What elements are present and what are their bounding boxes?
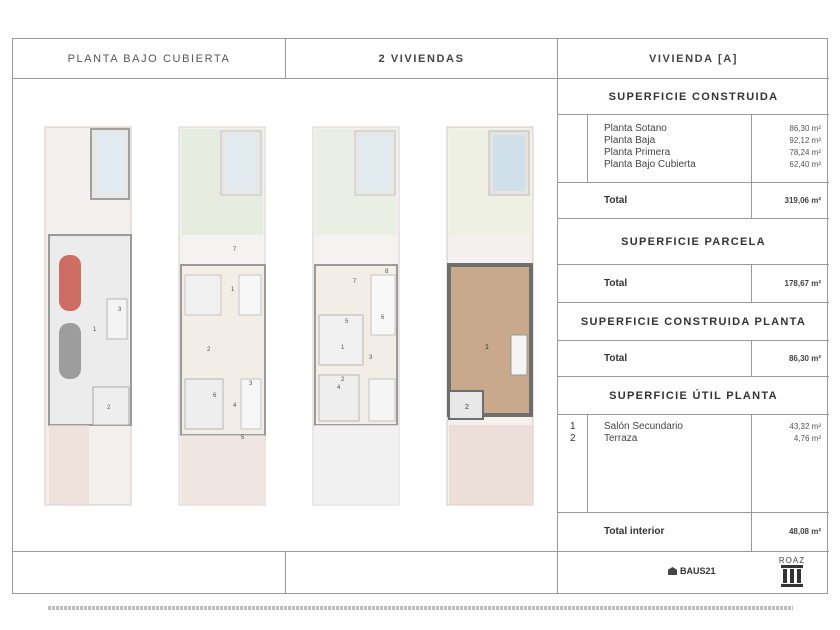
plan-first-label-6: 6 [381, 315, 385, 321]
roaz-logo-text: ROAZ [778, 556, 806, 565]
sc-item-label-4: Planta Bajo Cubierta [604, 159, 696, 170]
bau-logo-icon [668, 567, 677, 575]
fine-print-disclaimer [48, 606, 793, 610]
plan-first [313, 127, 399, 505]
su-item-label-2: Terraza [604, 433, 638, 444]
header-dwelling-a: VIVIENDA [A] [558, 39, 829, 79]
sc-item-value-2: 92,12 m² [789, 136, 821, 145]
footer-cell-center [286, 551, 558, 593]
footer-logos [558, 551, 829, 593]
bau-logo-text: BAUS21 [680, 566, 716, 576]
plan-ground-label-5: 5 [241, 435, 245, 441]
superficie-util-planta-list [558, 415, 829, 513]
superficie-util-planta-total-row [558, 513, 829, 551]
plan-first-label-5: 5 [345, 319, 349, 325]
plan-under-roof-label-2: 2 [465, 404, 469, 411]
plan-basement-label-1: 1 [93, 327, 97, 333]
su-item-num-2: 2 [570, 433, 576, 444]
sc-item-value-1: 86,30 m² [789, 124, 821, 133]
superficie-construida-total-row [558, 183, 829, 219]
plan-basement-label-2: 2 [107, 405, 111, 411]
plan-sheet [12, 38, 828, 594]
plan-ground-label-3: 3 [249, 381, 253, 387]
scp-total-value: 86,30 m² [788, 354, 821, 363]
plan-under-roof-label-1: 1 [485, 344, 489, 351]
plan-first-label-1: 1 [341, 345, 345, 351]
plan-ground-label-2: 2 [207, 347, 211, 353]
sp-total-label: Total [604, 278, 628, 289]
plan-basement [45, 127, 131, 505]
plan-basement-label-3: 3 [118, 307, 122, 313]
sc-item-value-4: 62,40 m² [789, 160, 821, 169]
footer-cell-left [13, 551, 286, 593]
plan-ground-label-6: 6 [213, 393, 217, 399]
sc-item-label-2: Planta Baja [604, 135, 656, 146]
floor-plans-area [13, 79, 558, 551]
superficie-construida-planta-total-row [558, 341, 829, 377]
sc-item-value-3: 78,24 m² [789, 148, 821, 157]
areas-panel [558, 79, 829, 551]
plan-ground [179, 127, 265, 505]
floor-plans-drawing [13, 79, 558, 551]
sc-total-value: 319,06 m² [784, 196, 821, 205]
bau-logo [668, 566, 716, 576]
su-item-num-1: 1 [570, 421, 576, 432]
plan-ground-label-7: 7 [233, 247, 237, 253]
sc-item-label-1: Planta Sotano [604, 123, 667, 134]
su-total-value: 48,08 m² [788, 527, 821, 536]
header-plan-level: PLANTA BAJO CUBIERTA [13, 39, 286, 79]
superficie-construida-list [558, 115, 829, 183]
section-title-superficie-parcela: SUPERFICIE PARCELA [558, 219, 829, 265]
plan-first-label-8: 8 [385, 269, 389, 275]
su-item-label-1: Salón Secundario [604, 421, 683, 432]
plan-ground-label-4: 4 [233, 403, 237, 409]
su-item-value-2: 4,76 m² [793, 434, 821, 443]
section-title-superficie-util-planta: SUPERFICIE ÚTIL PLANTA [558, 377, 829, 415]
plan-first-label-3: 3 [369, 355, 373, 361]
section-title-superficie-construida: SUPERFICIE CONSTRUIDA [558, 79, 829, 115]
section-title-superficie-construida-planta: SUPERFICIE CONSTRUIDA PLANTA [558, 303, 829, 341]
plan-first-label-4: 4 [337, 385, 341, 391]
plan-ground-label-1: 1 [231, 287, 235, 293]
scp-total-label: Total [604, 353, 628, 364]
su-item-value-1: 43,32 m² [789, 422, 821, 431]
roaz-logo [776, 556, 808, 589]
roaz-columns-icon [780, 565, 804, 587]
sc-item-label-3: Planta Primera [604, 147, 671, 158]
superficie-parcela-total-row [558, 265, 829, 303]
plan-first-label-7: 7 [353, 279, 357, 285]
sp-total-value: 178,67 m² [784, 279, 821, 288]
su-total-label: Total interior [604, 526, 665, 537]
sc-total-label: Total [604, 195, 628, 206]
header-dwellings: 2 VIVIENDAS [286, 39, 558, 79]
plan-under-roof [447, 127, 533, 505]
plan-first-label-2: 2 [341, 377, 345, 383]
